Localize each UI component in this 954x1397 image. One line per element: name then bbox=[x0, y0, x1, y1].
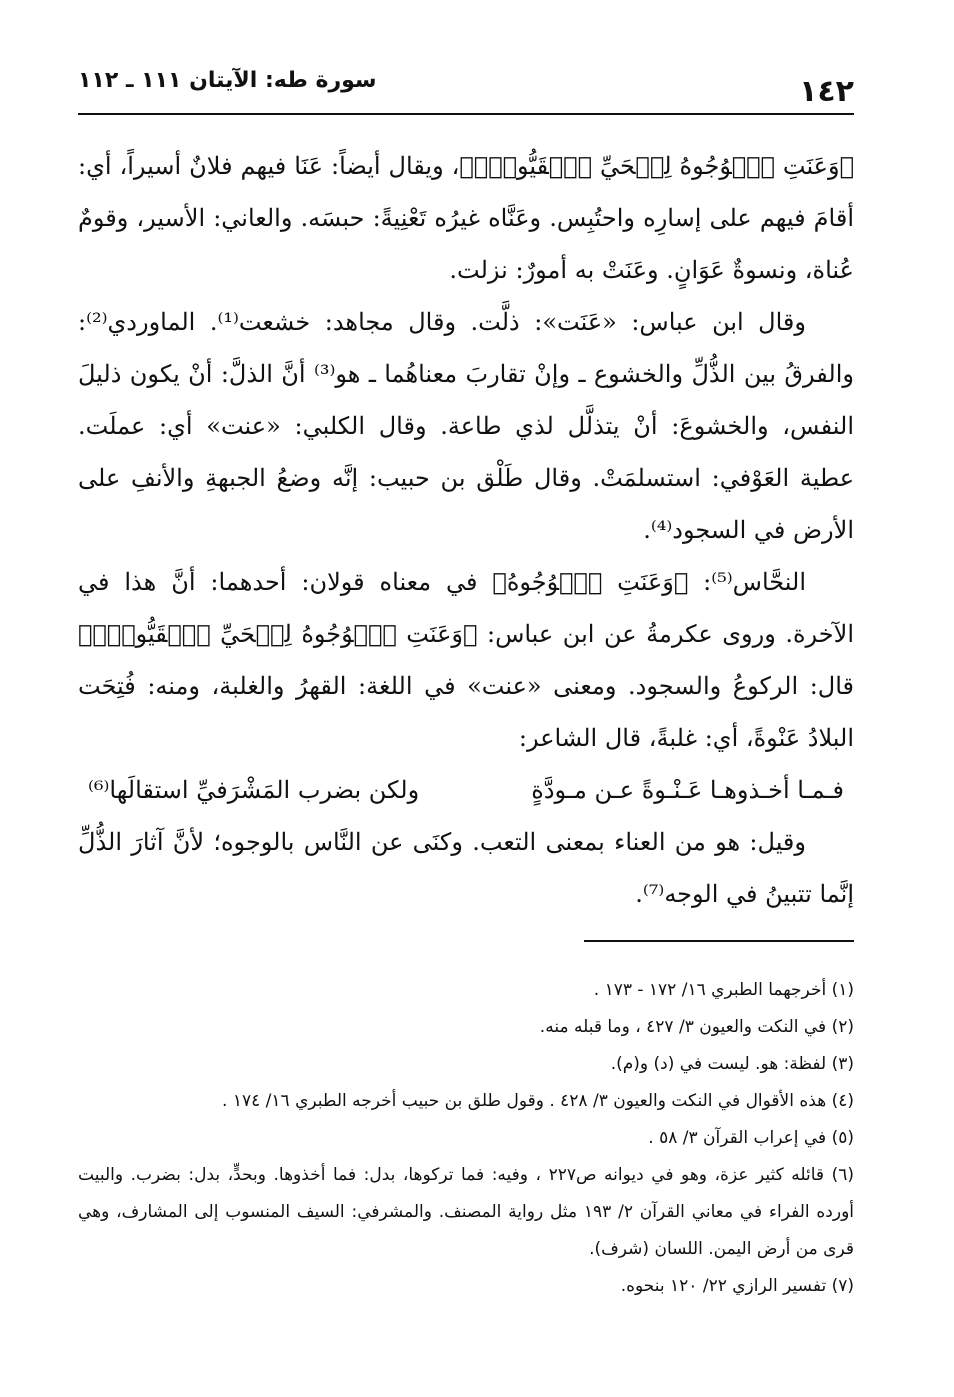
page-header bbox=[78, 62, 854, 114]
text-line: ﴿وَعَنَتِ ٱلۡوُجُوهُ لِلۡحَيِّ ٱلۡقَيُّومِۖ﴾، ويقال أيضاً: عَنَا فيهم فلانٌ أسيراً، أي: أقامَ فيهم bbox=[78, 152, 854, 232]
footnote-3: (٣) لفظة: هو. ليست في (د) و(م). bbox=[610, 1054, 854, 1074]
text-line: عَوَانٍ. وعَنَتْ به أمورٌ: نزلت. bbox=[449, 256, 725, 284]
text-line: وقيل: هو من العناء بمعنى التعب. وكنَى عن النَّاس بالوجوه؛ لأنَّ آثارَ الذُّلِّ إنَّما bbox=[78, 828, 854, 908]
footnote-2: (٢) في النكت والعيون ٣/ ٤٢٧ ، وما قبله منه. bbox=[539, 1017, 854, 1037]
text-line: تتبينُ في الوجه⁽⁷⁾. bbox=[635, 880, 812, 908]
poem-first-hemistich: فـمـا أخـذوهـا عَـنْـوةً عـن مـودَّةٍ bbox=[531, 776, 844, 804]
footnotes bbox=[78, 972, 854, 1305]
poem-second-hemistich: ولكن بضرب المَشْرَفيِّ استقالَها⁽⁶⁾ bbox=[88, 776, 420, 804]
text-line: والفرقُ بين الذُّلِّ والخشوع ـ وإنْ تقاربَ معناهُما ـ هو⁽³⁾ أنَّ الذلَّ: أنْ يكون ذليلَ bbox=[78, 360, 854, 388]
text-line: وقال ابن عباس: «عَنَت»: ذلَّت. وقال مجاهد: خشعت⁽¹⁾. الماوردي⁽²⁾: bbox=[78, 308, 806, 336]
footnote-7: (٧) تفسير الرازي ٢٢/ ١٢٠ بنحوه. bbox=[620, 1276, 854, 1296]
paragraph-2 bbox=[78, 296, 854, 556]
paragraph-4 bbox=[78, 816, 854, 920]
footnote-5: (٥) في إعراب القرآن ٣/ ٥٨ . bbox=[648, 1128, 854, 1148]
footnote-line: المنسوب إلى المشارف، وهي قرى من أرض اليمن. اللسان (شرف). bbox=[78, 1202, 854, 1259]
poem-verse bbox=[78, 764, 854, 816]
text-line: الشاعر: bbox=[518, 724, 598, 752]
main-text bbox=[78, 140, 854, 920]
text-line: ومعنى «عنت» في اللغة: القهرُ والغلبة، ومنه: فُتِحَت البلادُ عَنْوةً، أي: غلبةً، قال bbox=[78, 672, 854, 752]
footnote-6 bbox=[78, 1157, 854, 1268]
footnote-line: (٦) قائله كثير عزة، وهو في ديوانه ص٢٢٧ ، وفيه: فما تركوها، بدل: فما أخذوها. وبحدٍّ، بدل: bbox=[188, 1165, 854, 1185]
page-number: ١٤٢ bbox=[799, 74, 854, 109]
text-line: النفس، والخشوعَ: أنْ يتذلَّل لذي طاعة. وقال الكلبي: «عنت» أي: عملَت. عطية bbox=[78, 412, 855, 492]
footnote-line: بضرب. والبيت أورده الفراء في معاني القرآن ٢/ ١٩٣ مثل رواية المصنف. والمشرفي: السيف bbox=[78, 1165, 855, 1222]
text-line: على إسارِه واحتُبِس. وعَنَّاه غيرُه تَعْنِيةً: حبسَه. والعاني: الأسير، وقومٌ عُناة، ونسوةٌ bbox=[78, 204, 854, 284]
footnote-rule bbox=[584, 940, 854, 942]
paragraph-1 bbox=[78, 140, 854, 296]
text-line: العَوْفي: استسلمَتْ. وقال طَلْق بن حبيب: إنَّه وضعُ الجبهةِ والأنفِ على الأرض في bbox=[78, 464, 854, 544]
text-line: النحَّاس⁽⁵⁾: ﴿وَعَنَتِ ٱلۡوُجُوهُ﴾ في معناه قولان: أحدهما: أنَّ هذا في الآخرة. bbox=[78, 568, 854, 648]
running-title: سورة طه: الآيتان ١١١ ـ ١١٢ bbox=[78, 68, 377, 93]
header-rule bbox=[78, 113, 854, 115]
footnote-1: (١) أخرجهما الطبري ١٦/ ١٧٢ - ١٧٣ . bbox=[593, 980, 854, 1000]
paragraph-3 bbox=[78, 556, 854, 764]
footnote-4: (٤) هذه الأقوال في النكت والعيون ٣/ ٤٢٨ . وقول طلق بن حبيب أخرجه الطبري ١٦/ ١٧٤ . bbox=[222, 1091, 854, 1111]
text-line: السجود⁽⁴⁾. bbox=[643, 516, 747, 544]
text-line: وروى عكرمةُ عن ابن عباس: ﴿وَعَنَتِ ٱلۡوُجُوهُ لِلۡحَيِّ ٱلۡقَيُّومِۖ﴾ قال: الركوعُ والسجود. bbox=[78, 620, 855, 700]
